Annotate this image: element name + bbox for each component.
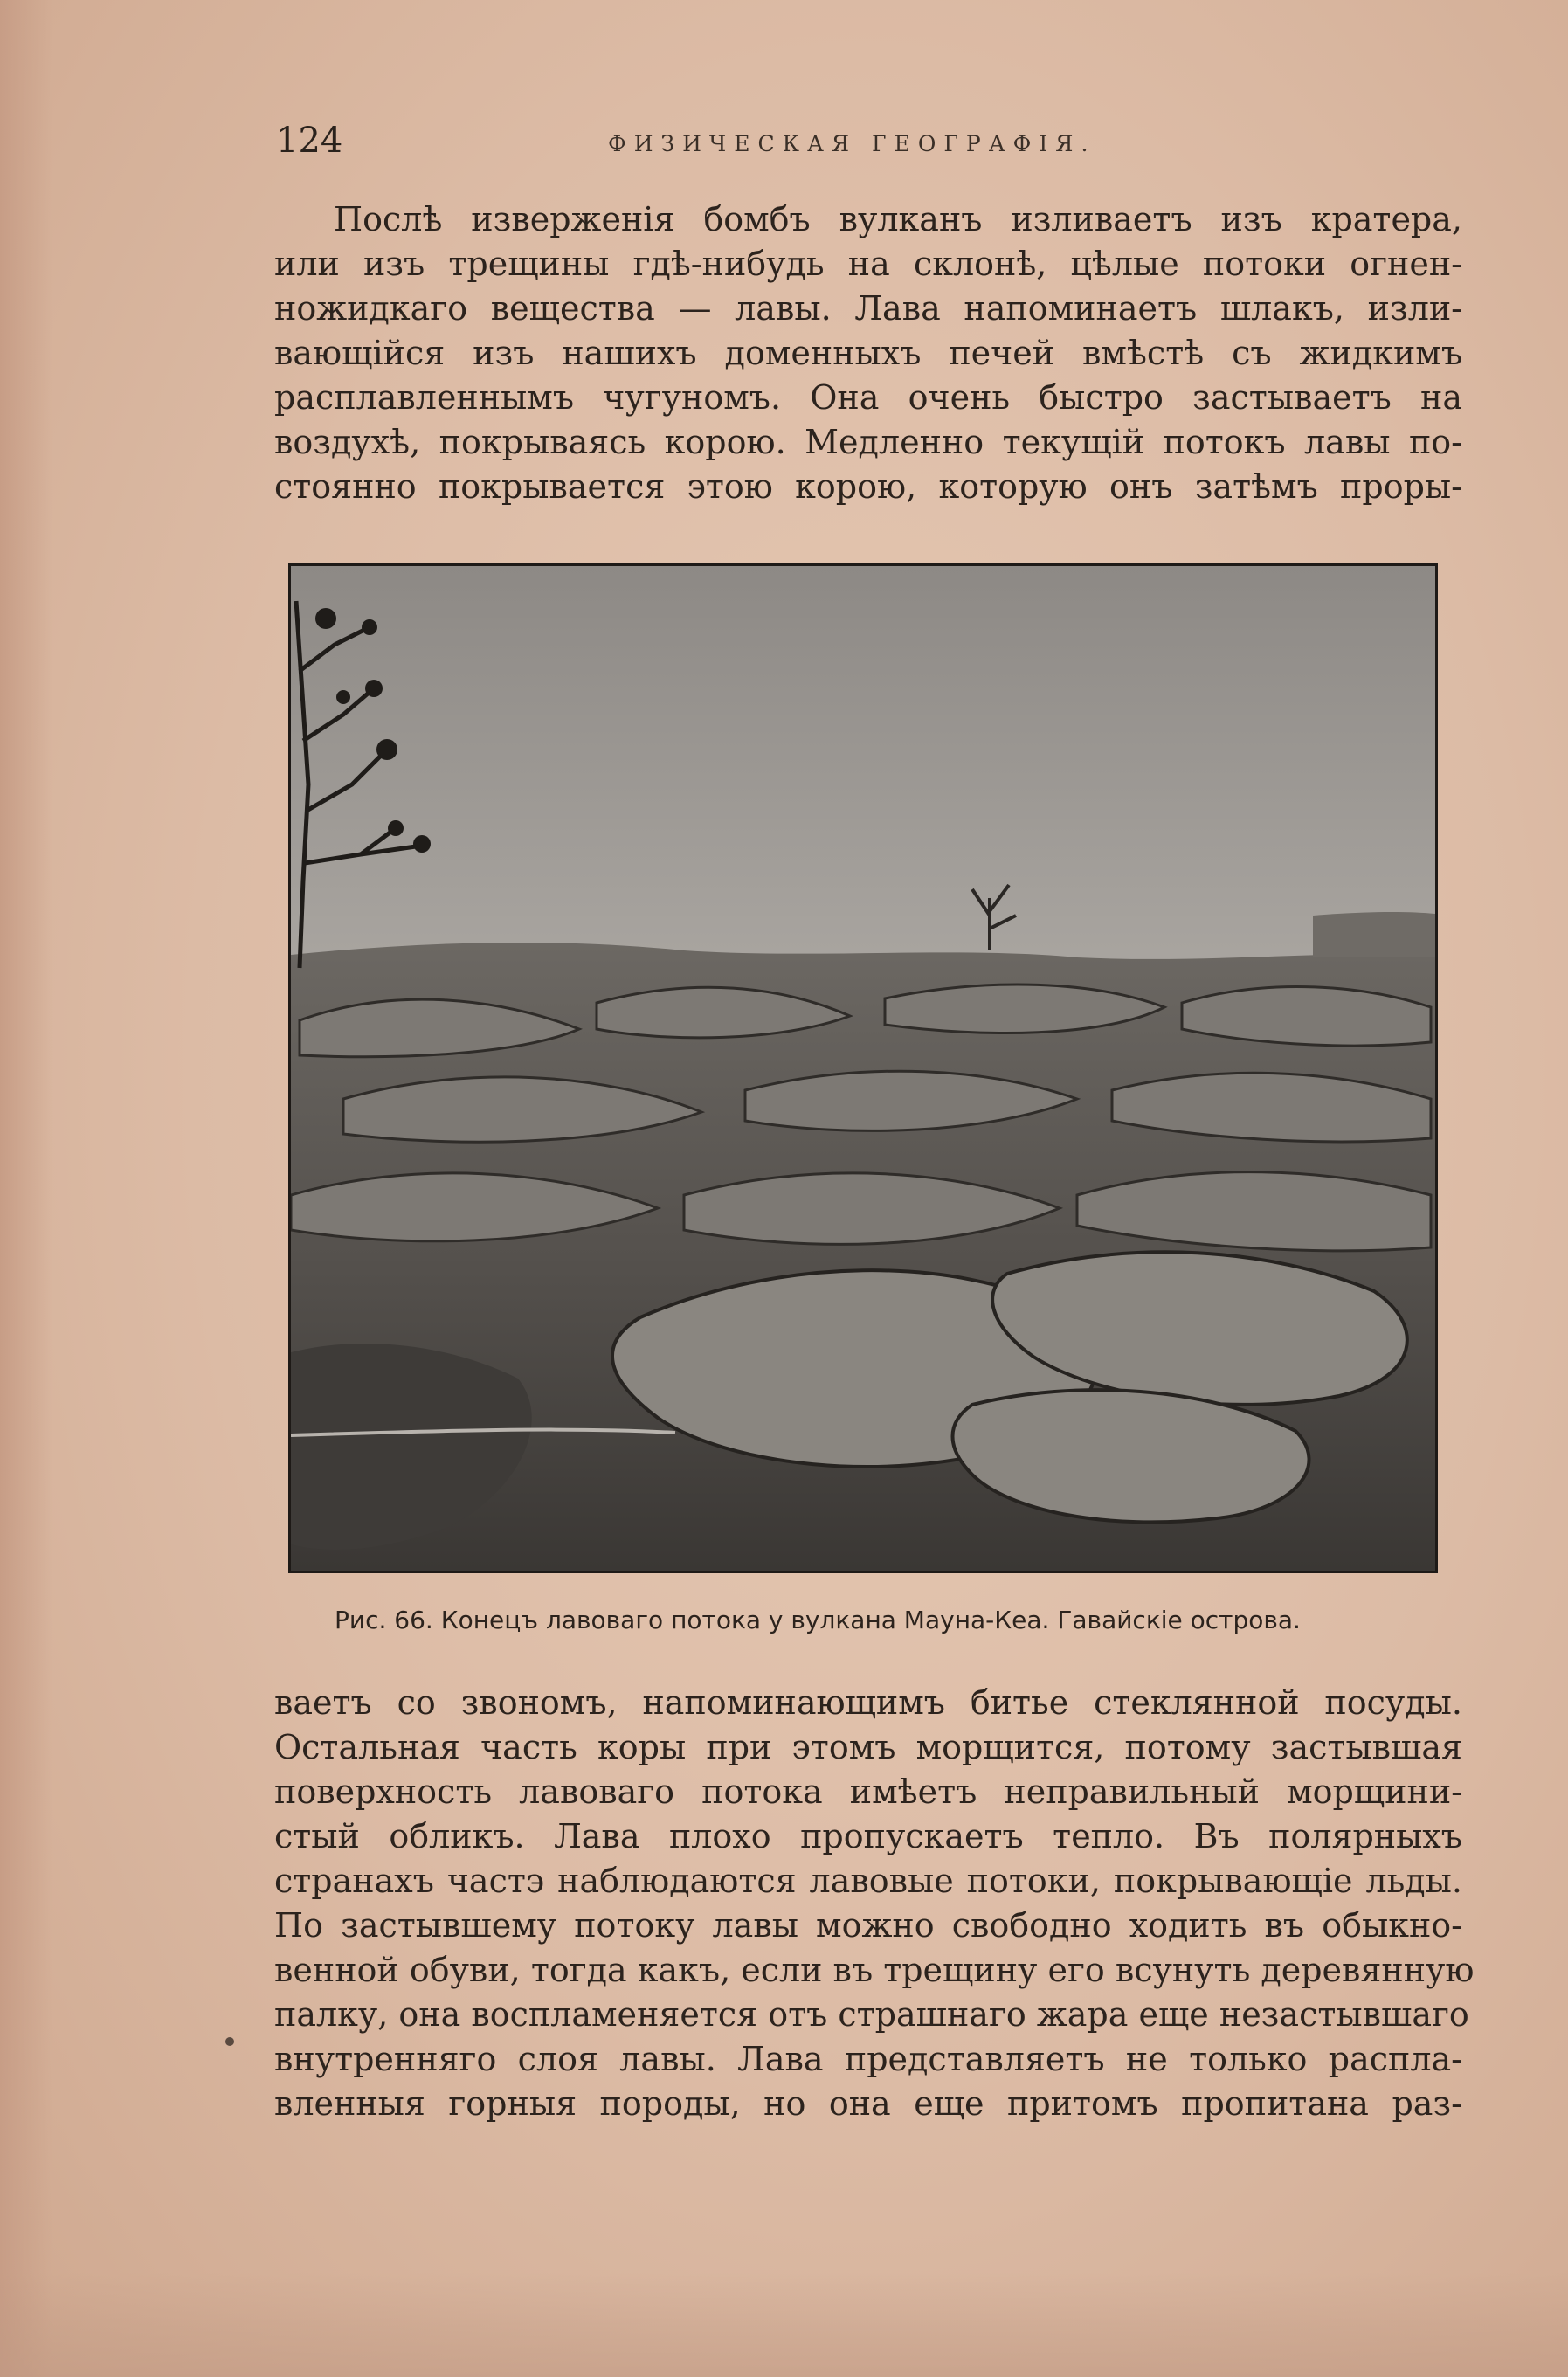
text-line: или изъ трещины гдѣ-нибудь на склонѣ, цѣлые потоки огнен-: [274, 245, 1462, 283]
text-line: стый обликъ. Лава плохо пропускаетъ тепло. Въ полярныхъ: [274, 1817, 1462, 1855]
lava-flow-photograph: [288, 563, 1438, 1573]
text-line: странахъ частэ наблюдаются лавовые потоки, покрывающіе льды.: [274, 1862, 1462, 1900]
text-line: вающійся изъ нашихъ доменныхъ печей вмѣстѣ съ жидкимъ: [274, 334, 1462, 372]
text-line: ножидкаго вещества — лавы. Лава напоминаетъ шлакъ, изли-: [274, 289, 1462, 328]
text-line: поверхность лавоваго потока имѣетъ неправильный морщини-: [274, 1772, 1462, 1811]
page-number: 124: [276, 121, 343, 161]
text-line: палку, она воспламеняется отъ страшнаго жара еще незастывшаго: [274, 1995, 1469, 2034]
text-line: ваетъ со звономъ, напоминающимъ битье стеклянной посуды.: [274, 1683, 1462, 1722]
text-line: стоянно покрывается этою корою, которую онъ затѣмъ проры-: [274, 467, 1462, 506]
photo-illustration: [291, 566, 1435, 1571]
page-shadow-left: [0, 0, 52, 2377]
text-line: вленныя горныя породы, но она еще притомъ пропитана раз-: [274, 2084, 1462, 2123]
text-line: расплавленнымъ чугуномъ. Она очень быстро застываетъ на: [274, 378, 1462, 417]
text-line: внутренняго слоя лавы. Лава представляетъ не только распла-: [274, 2040, 1462, 2078]
paragraph-top: [274, 197, 1462, 509]
figure-caption: Рис. 66. Конецъ лавоваго потока у вулкана Мауна-Кеа. Гавайскіе острова.: [335, 1606, 1301, 1634]
text-line: По застывшему потоку лавы можно свободно ходить въ обыкно-: [274, 1906, 1462, 1945]
paragraph-bottom: [274, 1681, 1475, 2126]
page-header: [276, 121, 1464, 164]
text-line: венной обуви, тогда какъ, если въ трещину его всунуть деревянную: [274, 1951, 1475, 1989]
page-shadow-bottom: [0, 2272, 1568, 2377]
text-line: Остальная часть коры при этомъ морщится, потому застывшая: [274, 1728, 1462, 1766]
running-head: ФИЗИЧЕСКАЯ ГЕОГРАФІЯ.: [608, 131, 1096, 156]
text-line: Послѣ изверженія бомбъ вулканъ изливаетъ изъ кратера,: [334, 200, 1462, 238]
ink-speck: [225, 2037, 234, 2046]
text-line: воздухѣ, покрываясь корою. Медленно текущій потокъ лавы по-: [274, 423, 1462, 461]
